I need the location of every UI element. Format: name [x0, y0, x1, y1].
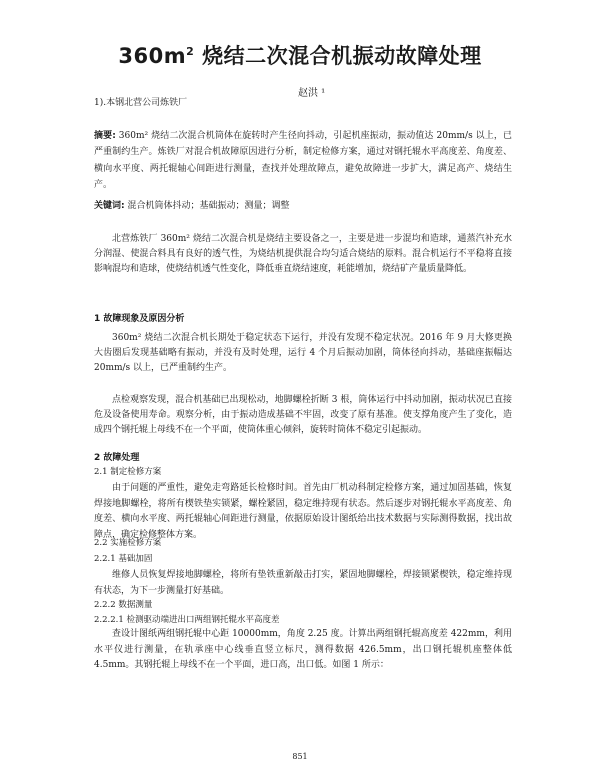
author: 赵洪 ¹ [298, 88, 326, 99]
abstract-label: 摘要: [94, 131, 116, 141]
abstract [94, 128, 512, 194]
section-2-2-1-heading: 2.2.1 基础加固 [94, 554, 153, 564]
section-2-1-heading: 2.1 制定检修方案 [94, 467, 162, 477]
section-2-2-2-1-heading: 2.2.2.1 检测驱动端进出口两组钢托辊水平高度差 [94, 615, 280, 625]
affiliation: 1).本钢北营公司炼铁厂 [94, 98, 188, 108]
section-1-paragraph-2: 点检观察发现，混合机基础已出现松动，地脚螺栓折断 3 根，筒体运行中抖动加剧，振动状况已直接危及设备使用寿命。观察分析，由于振动造成基础不牢固，改变了原有基准。使支撑角度产生了变化，造成四个钢托辊上母线不在一个平面，使筒体重心倾斜，旋转时筒体不稳定引起振动。 [94, 395, 512, 436]
section-1-heading: 1 故障现象及原因分析 [94, 314, 185, 324]
section-2-2-1-paragraph: 维修人员恢复焊接地脚螺栓，将所有垫铁重新敲击打实，紧固地脚螺栓，焊接锁紧楔铁，稳定维持现有状态，为下一步测量打好基础。 [94, 570, 512, 596]
section-2-heading: 2 故障处理 [94, 453, 140, 463]
keywords [94, 198, 512, 211]
section-2-2-heading: 2.2 实施检修方案 [94, 538, 162, 548]
paper-title: $360m^2$ 烧结二次混合机振动故障处理 [118, 44, 482, 68]
intro-paragraph: 北营炼铁厂 360m² 烧结二次混合机是烧结主要设备之一，主要是进一步混均和造球，通蒸汽补充水分润湿、使混合料具有良好的透气性，为烧结机提供混合均匀适合烧结的原料。混合机运行不平稳将直接影响混均和造球，使烧结机透气性变化，降低垂直烧结速度，耗能增加，烧结矿产量质量降低。 [94, 234, 512, 275]
keywords-label: 关键词: [94, 201, 125, 211]
page-number: 851 [292, 752, 308, 761]
section-2-2-2-heading: 2.2.2 数据测量 [94, 600, 153, 610]
section-2-2-2-1-paragraph: 查设计图纸两组钢托辊中心距 10000mm，角度 2.25 度。计算出两组钢托辊高度差 422mm，利用水平仪进行测量，在轨承座中心线垂直竖立标尺，测得数据 426.5mm，出口钢托辊机座整体低 4.5mm。其钢托辊上母线不在一个平面，进口高，出口低。如图 1 所示： [94, 629, 512, 671]
section-1-paragraph-1: 360m² 烧结二次混合机长期处于稳定状态下运行，并没有发现不稳定状况。2016 年 9 月大修更换大齿圈后发现基础略有振动，并没有及时处理，运行 4 个月后振动加剧，筒体径向抖动，基础座振幅达 20mm/s 以上，已严重制约生产。 [94, 333, 512, 374]
abstract-text: 360m² 烧结二次混合机筒体在旋转时产生径向抖动，引起机座振动，振动值达 20mm/s 以上，已严重制约生产。炼铁厂对混合机故障原因进行分析，制定检修方案，通过对钢托辊水平高度差、角度差、横向水平度、两托辊轴心间距进行测量，查找并处理故障点，避免故障进一步扩大，满足高产、烧结生产。 [94, 131, 512, 191]
section-2-1-paragraph: 由于问题的严重性，避免走弯路延长检修时间。首先由厂机动科制定检修方案，通过加固基础，恢复焊接地脚螺栓，将所有楔铁垫实锁紧，螺栓紧固，稳定维持现有状态。然后逐步对钢托辊水平高度差、角度差、横向水平度、两托辊轴心间距进行测量，依据原始设计图纸给出技术数据与实际测得数据，找出故障点，确定检修整体方案。 [94, 483, 512, 540]
keywords-text: 混合机筒体抖动；基础振动；测量；调整 [124, 201, 290, 211]
